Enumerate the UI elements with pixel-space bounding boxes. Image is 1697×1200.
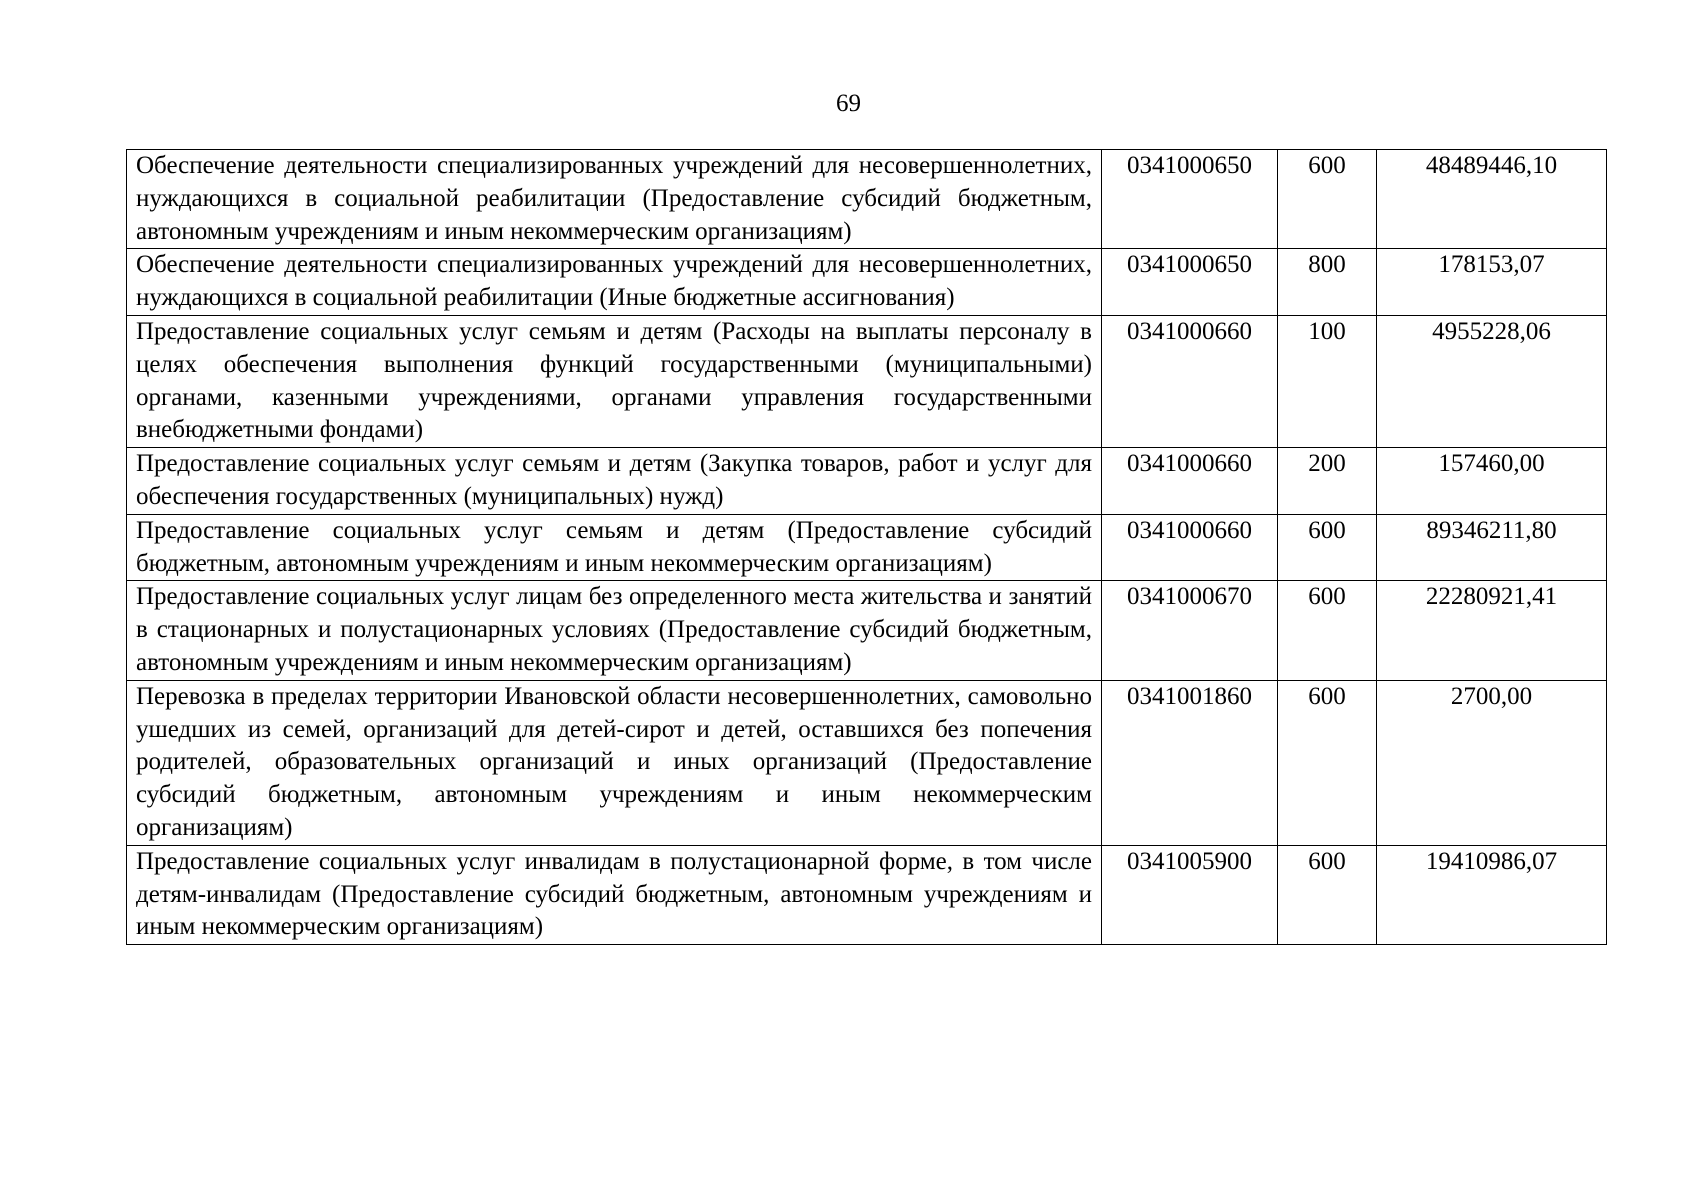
row-expense-type: 600 [1278, 680, 1377, 845]
table-row [127, 315, 1607, 447]
row-target-code: 0341005900 [1102, 845, 1278, 944]
row-description: Перевозка в пределах территории Ивановской области несовершеннолетних, самовольно ушедших из семей, организаций для детей-сирот и детей, оставшихся без попечения родителей, образовательных организаций и иных организаций (Предоставление субсидий бюджетным, автономным учреждениям и иным некоммерческим организациям) [127, 680, 1102, 845]
row-target-code: 0341000660 [1102, 514, 1278, 581]
row-amount: 89346211,80 [1377, 514, 1607, 581]
row-description: Обеспечение деятельности специализированных учреждений для несовершеннолетних, нуждающихся в социальной реабилитации (Иные бюджетные ассигнования) [127, 249, 1102, 316]
row-description: Предоставление социальных услуг семьям и детям (Предоставление субсидий бюджетным, автономным учреждениям и иным некоммерческим организациям) [127, 514, 1102, 581]
row-expense-type: 600 [1278, 514, 1377, 581]
row-target-code: 0341000650 [1102, 150, 1278, 249]
table-row [127, 448, 1607, 515]
row-description: Предоставление социальных услуг лицам без определенного места жительства и занятий в стационарных и полустационарных условиях (Предоставление субсидий бюджетным, автономным учреждениям и иным некоммерческим организациям) [127, 581, 1102, 680]
row-expense-type: 200 [1278, 448, 1377, 515]
row-expense-type: 600 [1278, 845, 1377, 944]
budget-table [126, 149, 1607, 945]
row-description: Предоставление социальных услуг семьям и детям (Закупка товаров, работ и услуг для обеспечения государственных (муниципальных) нужд) [127, 448, 1102, 515]
row-target-code: 0341001860 [1102, 680, 1278, 845]
table-row [127, 581, 1607, 680]
row-expense-type: 600 [1278, 150, 1377, 249]
row-target-code: 0341000660 [1102, 315, 1278, 447]
row-description: Предоставление социальных услуг семьям и детям (Расходы на выплаты персоналу в целях обеспечения выполнения функций государственными (муниципальными) органами, казенными учреждениями, органами управления государственными внебюджетными фондами) [127, 315, 1102, 447]
table-row [127, 249, 1607, 316]
row-description: Обеспечение деятельности специализированных учреждений для несовершеннолетних, нуждающихся в социальной реабилитации (Предоставление субсидий бюджетным, автономным учреждениям и иным некоммерческим организациям) [127, 150, 1102, 249]
row-amount: 48489446,10 [1377, 150, 1607, 249]
row-amount: 178153,07 [1377, 249, 1607, 316]
table-row [127, 514, 1607, 581]
row-expense-type: 800 [1278, 249, 1377, 316]
row-amount: 4955228,06 [1377, 315, 1607, 447]
row-target-code: 0341000670 [1102, 581, 1278, 680]
row-target-code: 0341000650 [1102, 249, 1278, 316]
row-amount: 2700,00 [1377, 680, 1607, 845]
table-row [127, 680, 1607, 845]
row-amount: 22280921,41 [1377, 581, 1607, 680]
table-row [127, 150, 1607, 249]
row-amount: 157460,00 [1377, 448, 1607, 515]
page-number: 69 [836, 90, 861, 117]
row-target-code: 0341000660 [1102, 448, 1278, 515]
table-row [127, 845, 1607, 944]
budget-table-body [127, 150, 1607, 945]
row-expense-type: 100 [1278, 315, 1377, 447]
row-amount: 19410986,07 [1377, 845, 1607, 944]
row-description: Предоставление социальных услуг инвалидам в полустационарной форме, в том числе детям-инвалидам (Предоставление субсидий бюджетным, автономным учреждениям и иным некоммерческим организациям) [127, 845, 1102, 944]
row-expense-type: 600 [1278, 581, 1377, 680]
